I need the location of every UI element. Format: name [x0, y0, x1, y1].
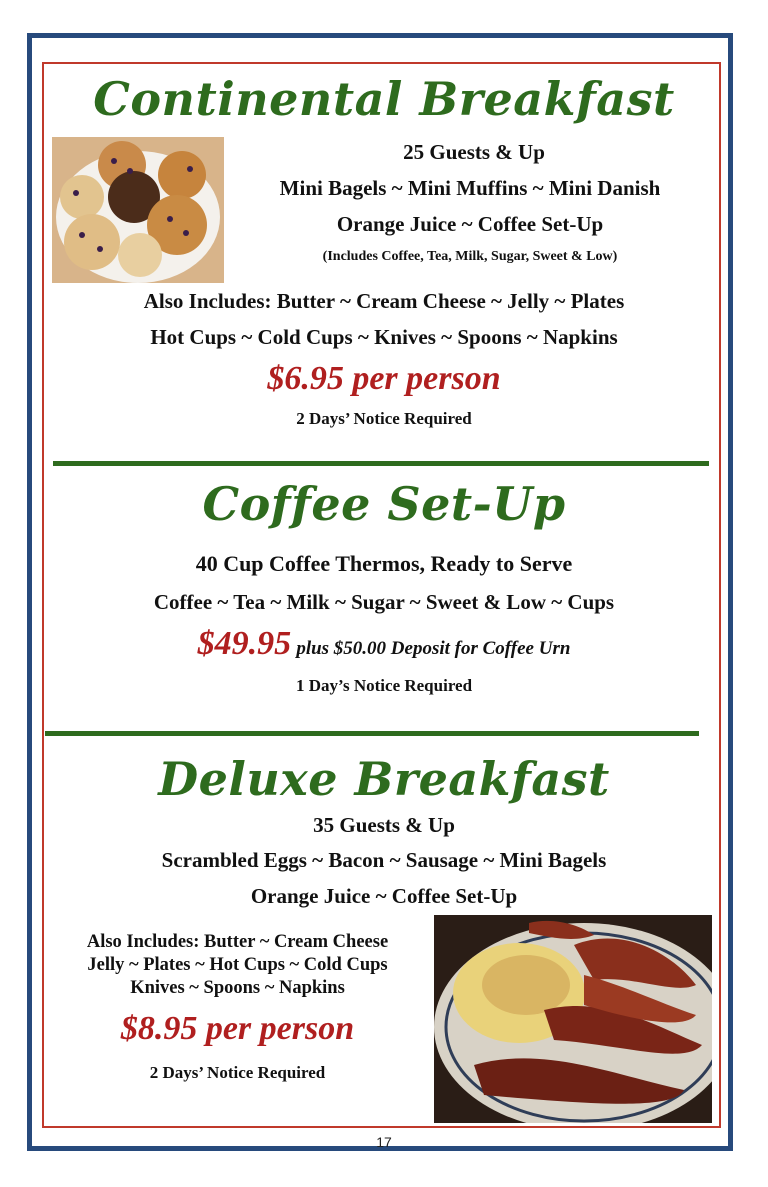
deluxe-guests: 35 Guests & Up [313, 813, 455, 837]
deluxe-title: Deluxe Breakfast [158, 752, 610, 806]
continental-includes-note: (Includes Coffee, Tea, Milk, Sugar, Sweet & Low) [322, 249, 618, 264]
continental-also-line2: Hot Cups ~ Cold Cups ~ Knives ~ Spoons ~ Napkins [150, 325, 618, 349]
section-divider-1 [53, 461, 709, 466]
continental-items-line2: Orange Juice ~ Coffee Set-Up [336, 212, 604, 236]
deluxe-items-line1: Scrambled Eggs ~ Bacon ~ Sausage ~ Mini Bagels [161, 848, 607, 872]
coffee-price: $49.95 [197, 625, 292, 662]
coffee-deposit: plus $50.00 Deposit for Coffee Urn [296, 638, 571, 659]
continental-title: Continental Breakfast [93, 72, 675, 126]
deluxe-notice: 2 Days’ Notice Required [149, 1063, 326, 1082]
deluxe-also-block [40, 931, 435, 1000]
deluxe-also-line2: Jelly ~ Plates ~ Hot Cups ~ Cold Cups [87, 955, 388, 975]
deluxe-also-line1: Also Includes: Butter ~ Cream Cheese [86, 932, 389, 952]
deluxe-price: $8.95 per person [120, 1010, 355, 1047]
continental-guests: 25 Guests & Up [403, 140, 545, 164]
continental-items-line1: Mini Bagels ~ Mini Muffins ~ Mini Danish [279, 176, 661, 200]
continental-price: $6.95 per person [267, 360, 501, 397]
coffee-line2: Coffee ~ Tea ~ Milk ~ Sugar ~ Sweet & Low ~ Cups [153, 590, 615, 614]
coffee-price-line [0, 625, 768, 663]
section-divider-2 [45, 731, 699, 736]
coffee-title: Coffee Set-Up [202, 477, 566, 531]
deluxe-items-line2: Orange Juice ~ Coffee Set-Up [250, 884, 518, 908]
continental-notice: 2 Days’ Notice Required [296, 409, 472, 428]
continental-also-line1: Also Includes: Butter ~ Cream Cheese ~ Jelly ~ Plates [143, 289, 625, 313]
page-number: 17 [376, 1134, 392, 1150]
deluxe-also-line3: Knives ~ Spoons ~ Napkins [130, 978, 345, 998]
coffee-line1: 40 Cup Coffee Thermos, Ready to Serve [195, 551, 573, 576]
eggs-bacon-photo [434, 915, 712, 1123]
coffee-notice: 1 Day’s Notice Required [295, 676, 473, 695]
